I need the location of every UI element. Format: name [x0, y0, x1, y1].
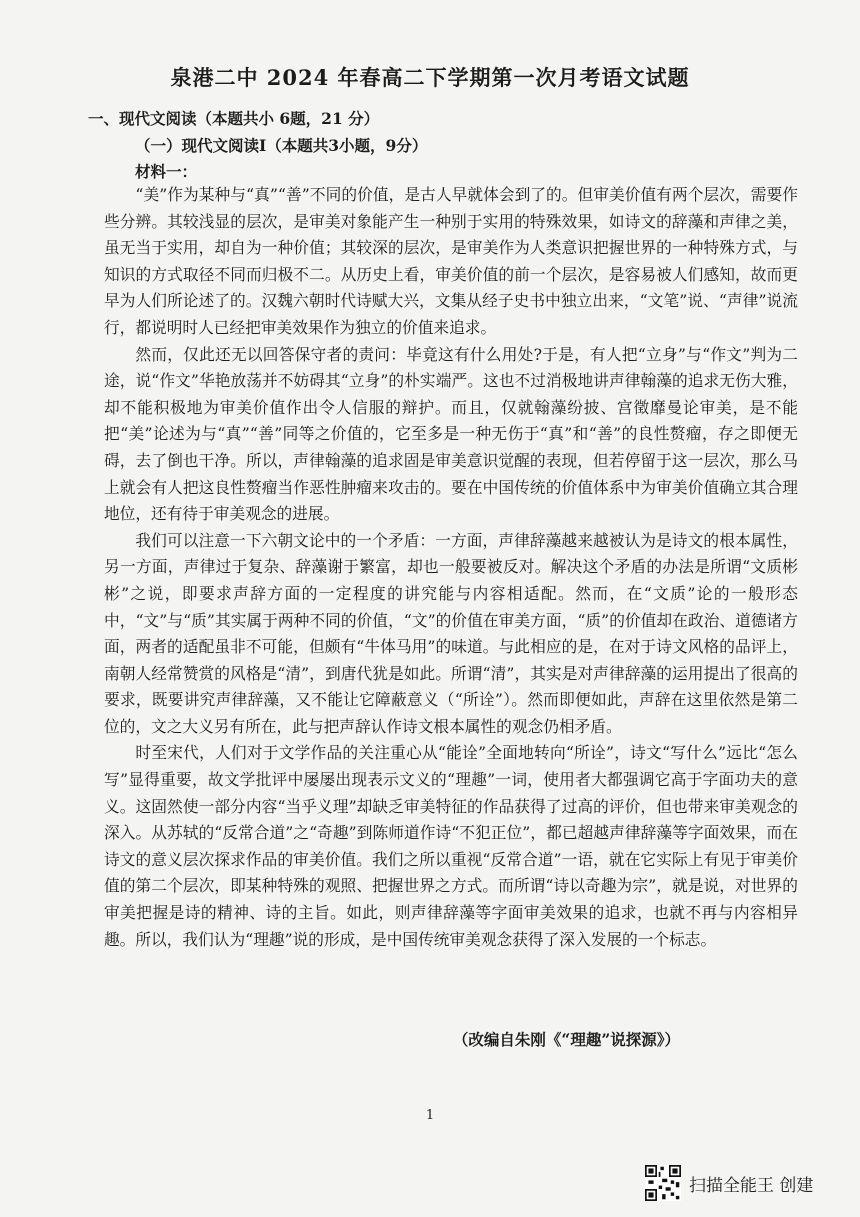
exam-title: 泉港二中 2024 年春高二下学期第一次月考语文试题: [170, 65, 690, 90]
reading-passage: [104, 182, 798, 953]
qr-code-icon: [645, 1165, 681, 1201]
subsection-heading: （一）现代文阅读Ⅰ（本题共3小题，9分）: [135, 136, 428, 155]
passage-paragraph: 我们可以注意一下六朝文论中的一个矛盾：一方面，声律辞藻越来越被认为是诗文的根本属性，另一方面，声律过于复杂、辞藻谢于繁富，却也一般要被反对。解决这个矛盾的办法是所谓“文质彬彬”之说，即要求声辞方面的一定程度的讲究能与内容相适配。然而，在“文质”论的一般形态中，“文”与“质”其实属于两种不同的价值，“文”的价值在审美方面，“质”的价值却在政治、道德诸方面，两者的适配虽非不可能，但颇有“牛体马用”的味道。与此相应的是，在对于诗文风格的品评上，南朝人经常赞赏的风格是“清”，到唐代犹是如此。所谓“清”，其实是对声律辞藻的运用提出了很高的要求，既要讲究声律辞藻，又不能让它障蔽意义（“所诠”）。然而即便如此，声辞在这里依然是第二位的，文之大义另有所在，此与把声辞认作诗文根本属性的观念仍相矛盾。: [104, 530, 798, 736]
source-citation: （改编自朱刚《“理趣”说探源》）: [452, 1030, 680, 1049]
passage-paragraph: 时至宋代，人们对于文学作品的关注重心从“能诠”全面地转向“所诠”，诗文“写什么”远比“怎么写”显得重要，故文学批评中屡屡出现表示文义的“理趣”一词，使用者大都强调它高于字面功夫的意义。这固然使一部分内容“当乎义理”却缺乏审美特征的作品获得了过高的评价，但也带来审美观念的深入。从苏轼的“反常合道”之“奇趣”到陈师道作诗“不犯正位”，都已超越声律辞藻等字面效果，而在诗文的意义层次探求作品的审美价值。我们之所以重视“反常合道”一语，就在它实际上有见于审美价值的第二个层次，即某种特殊的观照、把握世界之方式。而所谓“诗以奇趣为宗”，就是说，对世界的审美把握是诗的精神、诗的主旨。如此，则声律辞藻等字面审美效果的追求，也就不再与内容相异趣。所以，我们认为“理趣”说的形成，是中国传统审美观念获得了深入发展的一个标志。: [104, 743, 798, 949]
section-heading: 一、现代文阅读（本题共小 6题，21 分）: [88, 109, 380, 128]
passage-paragraph: “美”作为某种与“真”“善”不同的价值，是古人早就体会到了的。但审美价值有两个层次，需要作些分辨。其较浅显的层次，是审美对象能产生一种别于实用的特殊效果，如诗文的辞藻和声律之美，虽无当于实用，却自为一种价值；其较深的层次，是审美作为人类意识把握世界的一种特殊方式，与知识的方式取径不同而归极不二。从历史上看，审美价值的前一个层次，是容易被人们感知，故而更早为人们所论述了的。汉魏六朝时代诗赋大兴，文集从经子史书中独立出来，“文笔”说、“声律”说流行，都说明时人已经把审美效果作为独立的价值来追求。: [104, 185, 798, 337]
material-label: 材料一：: [135, 162, 198, 181]
scanner-watermark: [645, 1161, 845, 1205]
watermark-text: 扫描全能王 创建: [689, 1175, 814, 1196]
passage-paragraph: 然而，仅此还无以回答保守者的责问：毕竟这有什么用处?于是，有人把“立身”与“作文”判为二途，说“作文”华艳放荡并不妨碍其“立身”的朴实端严。这也不过消极地讲声律翰藻的追求无伤大雅，却不能积极地为审美价值作出令人信服的辩护。而且，仅就翰藻纷披、宫徵靡曼论审美，是不能把“美”论述为与“真”“善”同等之价值的，它至多是一种无伤于“真”和“善”的良性赘瘤，存之即便无碍，去了倒也干净。所以，声律翰藻的追求固是审美意识觉醒的表现，但若停留于这一层次，那么马上就会有人把这良性赘瘤当作恶性肿瘤来攻击的。要在中国传统的价值体系中为审美价值确立其合理地位，还有待于审美观念的进展。: [104, 344, 798, 524]
page-number: 1: [425, 1108, 435, 1123]
